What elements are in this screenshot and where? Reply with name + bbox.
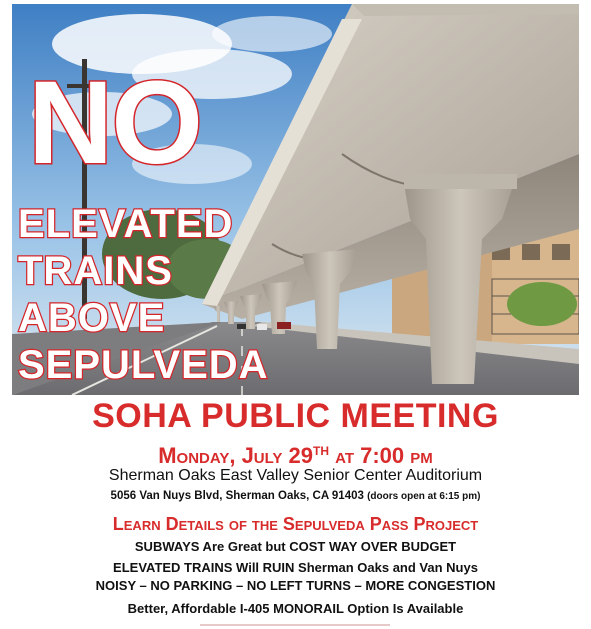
detail-point: SUBWAYS Are Great but COST WAY OVER BUDGET bbox=[134, 539, 457, 554]
meeting-venue: Sherman Oaks East Valley Senior Center Auditorium bbox=[108, 467, 483, 484]
detail-point: Better, Affordable I-405 MONORAIL Option Is Available bbox=[127, 601, 464, 616]
doors-open-note: (doors open at 6:15 pm) bbox=[367, 491, 481, 502]
detail-point: NOISY – NO PARKING – NO LEFT TURNS – MORE CONGESTION bbox=[95, 578, 496, 593]
headline-no: NO bbox=[28, 57, 201, 189]
headline-trains: TRAINS bbox=[18, 249, 173, 293]
bottom-divider bbox=[200, 624, 390, 626]
details-heading: Learn Details of the Sepulveda Pass Project bbox=[112, 514, 479, 534]
headline-sepulveda: SEPULVEDA bbox=[18, 343, 269, 387]
meeting-date-day: Monday, July 29 bbox=[158, 443, 314, 468]
detail-point: ELEVATED TRAINS Will RUIN Sherman Oaks and Van Nuys bbox=[113, 560, 478, 575]
headline-elevated: ELEVATED bbox=[18, 202, 234, 246]
meeting-date-suffix: TH bbox=[313, 444, 330, 458]
headline-above: ABOVE bbox=[18, 296, 166, 340]
meeting-date bbox=[0, 438, 591, 469]
meeting-title: SOHA PUBLIC MEETING bbox=[92, 397, 499, 435]
meeting-date-time: at 7:00 pm bbox=[329, 443, 433, 468]
meeting-address bbox=[0, 488, 591, 505]
meeting-street-address: 5056 Van Nuys Blvd, Sherman Oaks, CA 91403 bbox=[110, 490, 368, 502]
